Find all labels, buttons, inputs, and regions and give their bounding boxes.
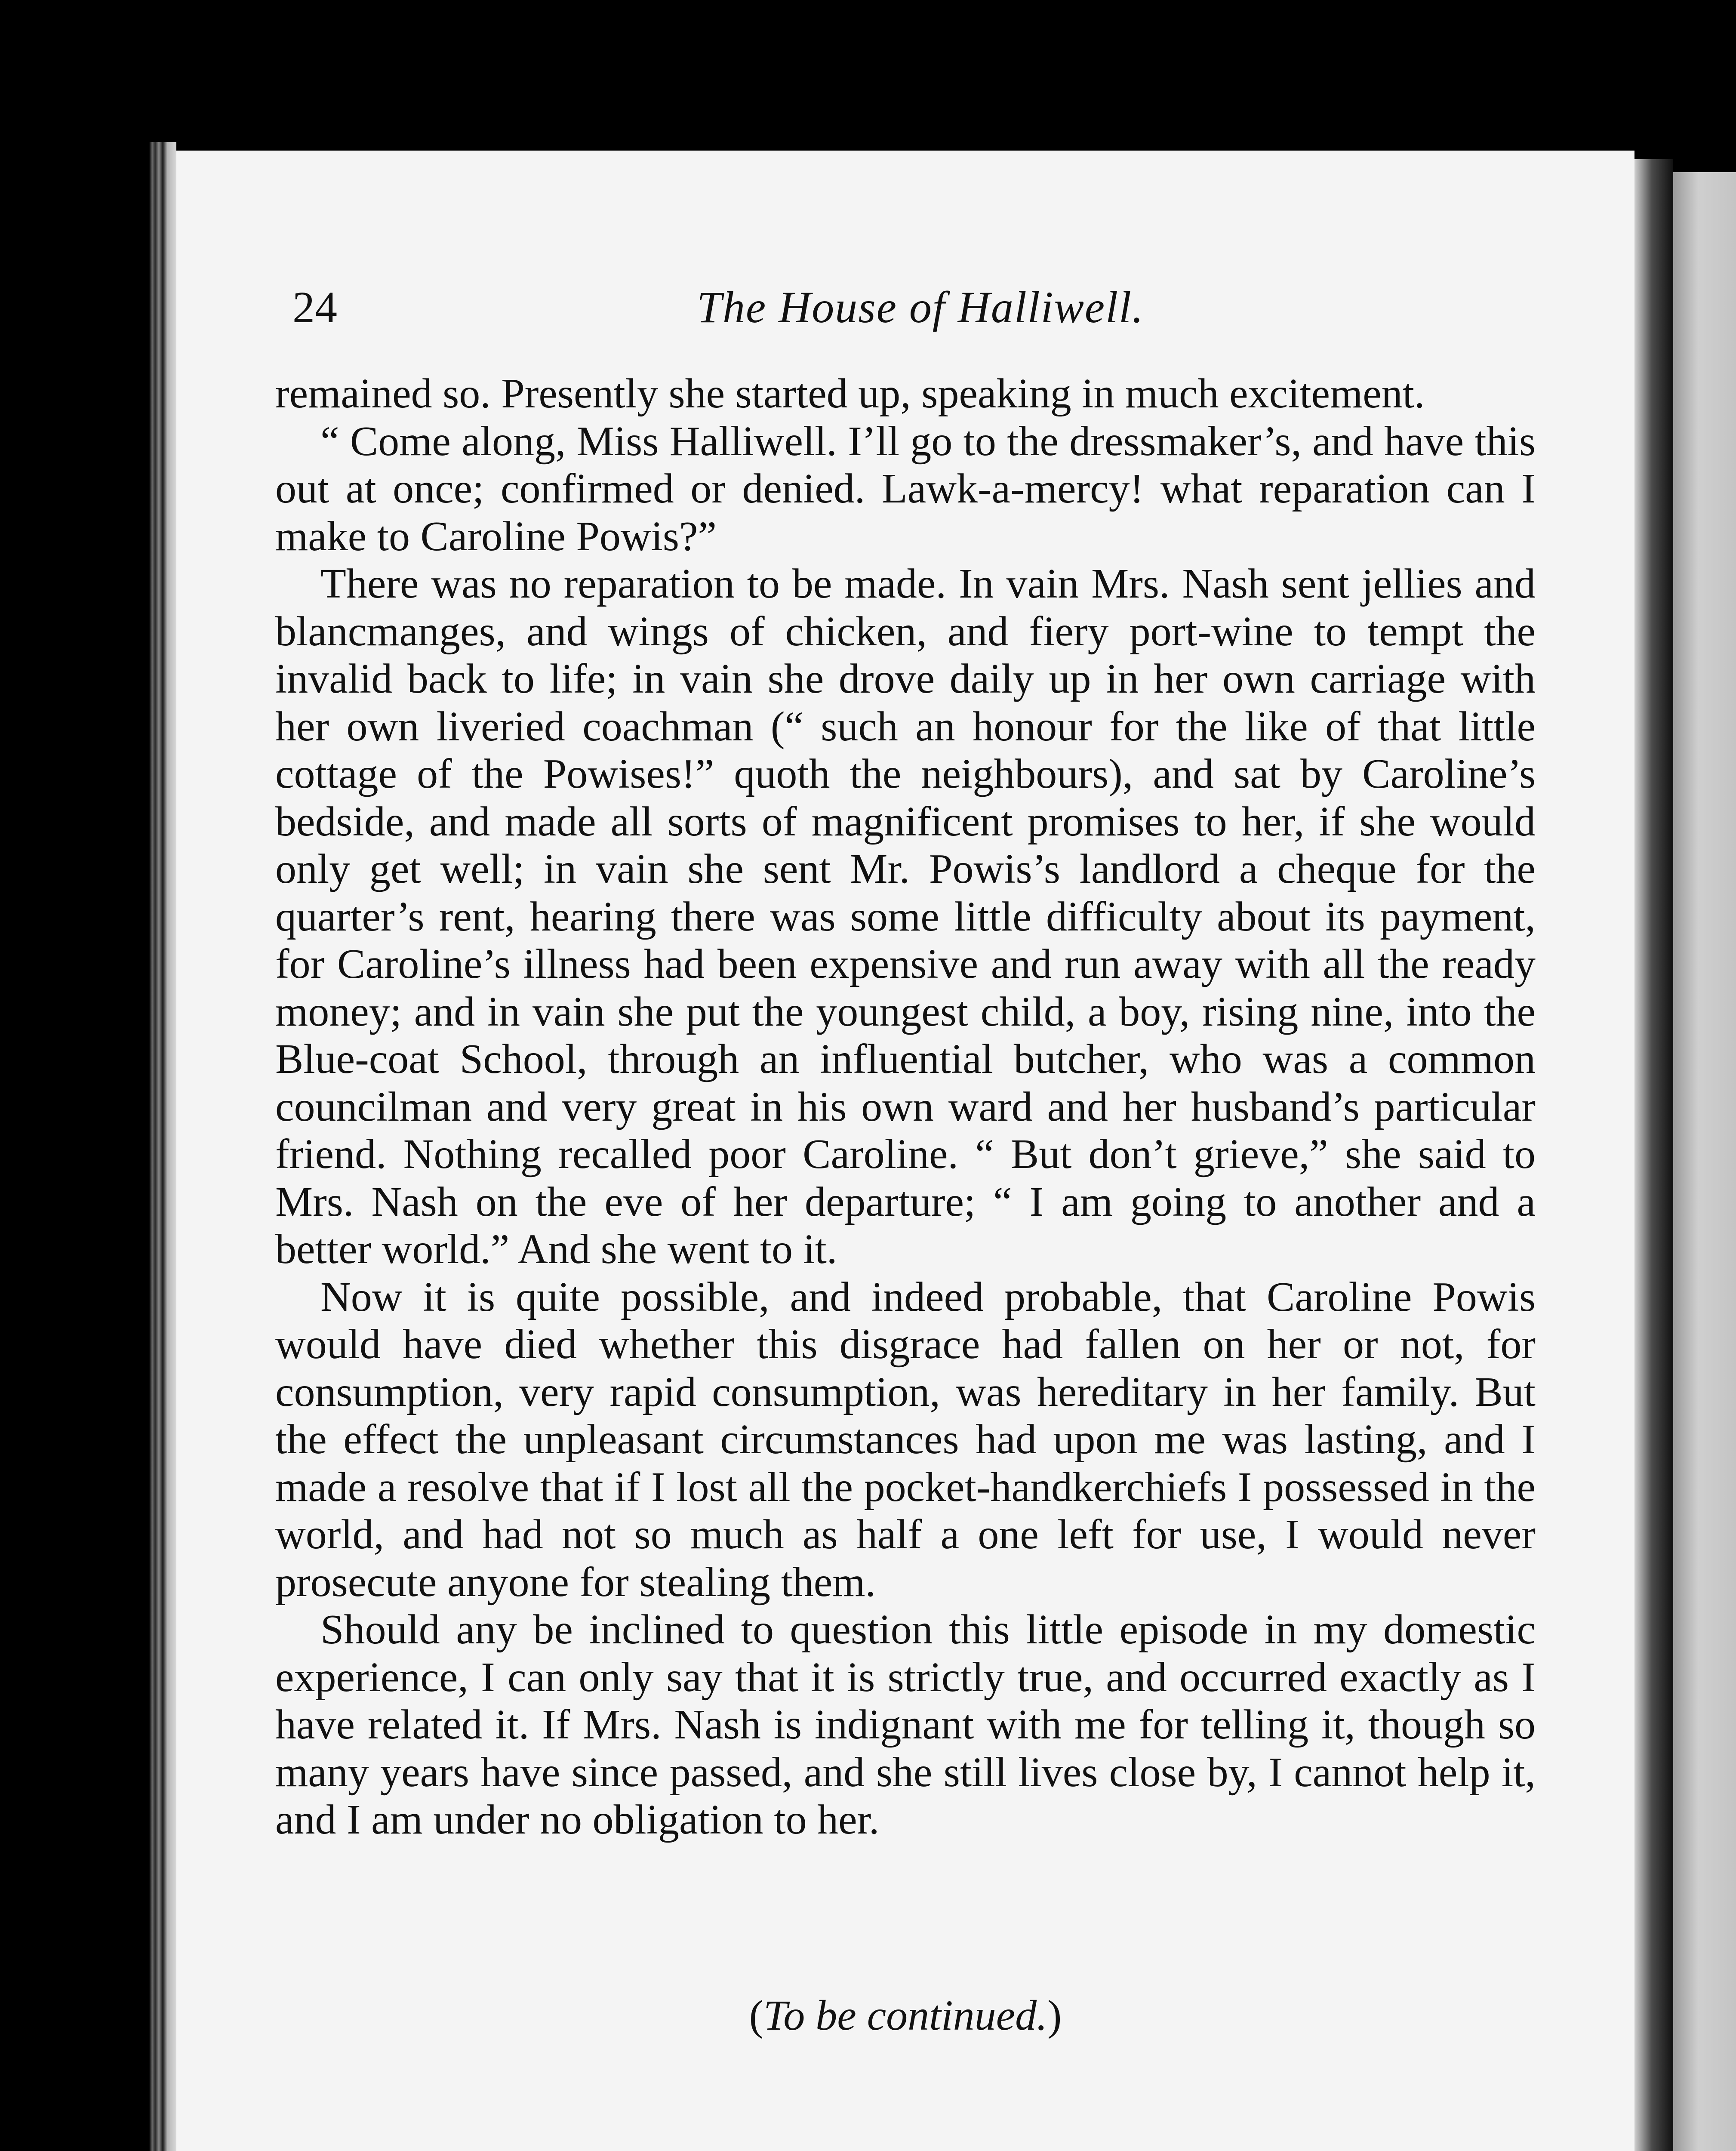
paragraph-4: Now it is quite possible, and indeed probable, that Caroline Powis would have died whether this disgrace had fallen on her or not, for consumption, very rapid consumption, was hereditary in her family. But the effect the unpleasant circumstances had upon me was lasting, and I made a resolve that if I lost all the pocket-handkerchiefs I possessed in the world, and had not so much as half a one left for use, I would never prosecute anyone for stealing them.: [275, 1273, 1536, 1606]
page-number: 24: [292, 283, 337, 332]
paragraph-1: remained so. Presently she started up, speaking in much excitement.: [275, 370, 1425, 417]
next-page-edge: [1673, 172, 1736, 2151]
to-be-continued: [275, 1988, 1536, 2043]
running-head: [292, 275, 1548, 340]
paragraph-5: Should any be inclined to question this little episode in my domestic experience, I can only say that it is strictly true, and occurred exactly as I have related it. If Mrs. Nash is indignant with me for telling it, though so many years have since passed, and she still lives close by, I cannot help it, and I am under no obligation to her.: [275, 1606, 1536, 1843]
body-text: [275, 370, 1536, 1844]
continued-text: To be continued.: [763, 1991, 1048, 2039]
left-page-edge: [146, 142, 176, 2151]
binding-shadow: [1634, 159, 1673, 2151]
running-title: The House of Halliwell.: [697, 283, 1144, 332]
continued-open-paren: (: [749, 1991, 763, 2039]
paragraph-2: “ Come along, Miss Halliwell. I’ll go to the dressmaker’s, and have this out at once; confirmed or denied. Lawk-a-mercy! what reparation can I make to Caroline Powis?”: [275, 418, 1536, 560]
paragraph-3: There was no reparation to be made. In vain Mrs. Nash sent jellies and blancmanges, and wings of chicken, and fiery port-wine to tempt the invalid back to life; in vain she drove daily up in her own carriage with her own liveried coachman (“ such an honour for the like of that little cottage of the Powises!” quoth the neighbours), and sat by Caroline’s bedside, and made all sorts of magnificent promises to her, if she would only get well; in vain she sent Mr. Powis’s landlord a cheque for the quarter’s rent, hearing there was some little difficulty about its payment, for Caroline’s illness had been expensive and run away with all the ready money; and in vain she put the youngest child, a boy, rising nine, into the Blue-coat School, through an influential butcher, who was a common councilman and very great in his own ward and her husband’s particular friend. Nothing recalled poor Caroline. “ But don’t grieve,” she said to Mrs. Nash on the eve of her departure; “ I am going to another and a better world.” And she went to it.: [275, 561, 1536, 1273]
continued-close-paren: ): [1047, 1991, 1062, 2039]
